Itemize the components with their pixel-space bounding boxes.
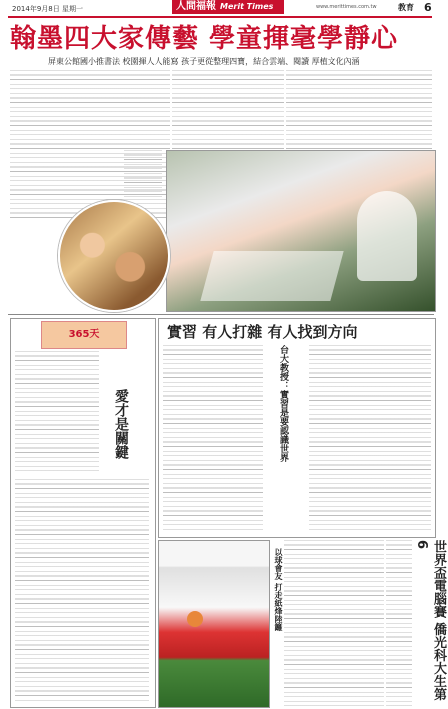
- side-story-text: [386, 540, 412, 706]
- lead-text-mid: [172, 70, 284, 150]
- lead-headline: 翰墨四大家傳藝 學童揮毫學靜心: [10, 24, 399, 54]
- basketball: [187, 611, 203, 627]
- column-title: 愛才是關鍵: [113, 389, 129, 459]
- sports-photo: [158, 540, 270, 708]
- feature-subhead: 台大教授：實習是要認識世界: [278, 345, 288, 462]
- feature-box: [158, 318, 436, 538]
- lead-photo-classroom: [166, 150, 436, 312]
- photo-detail-desk: [200, 251, 343, 301]
- feature-text-left: [163, 345, 263, 533]
- column-box: [10, 318, 156, 708]
- column-badge: 365天: [41, 321, 127, 349]
- lead-subhead: 屏東公館國小推書法 校園揮人人能寫 孩子更從整理四寶，結合雲端、閱讀 厚植文化內涵: [48, 57, 360, 66]
- column-text-1: [15, 351, 99, 471]
- circle-photo-calligraphy: [58, 200, 170, 312]
- column-text-2: [15, 479, 149, 701]
- masthead-cn: 人間福報: [176, 1, 216, 12]
- masthead: [172, 0, 284, 14]
- section-divider: [8, 314, 434, 315]
- side-story-title: 世界盃電腦賽 僑光科大生第6: [414, 540, 446, 701]
- photo-caption: [124, 150, 162, 198]
- website: www.merittimes.com.tw: [316, 4, 377, 10]
- section-name: 教育: [398, 3, 414, 12]
- sports-text: [284, 540, 384, 706]
- feature-headline: 實習 有人打雜 有人找到方向: [167, 323, 358, 341]
- photo-detail-student: [357, 191, 417, 281]
- masthead-en: Merit Times: [220, 2, 274, 11]
- page-number: 6: [424, 1, 432, 14]
- sports-caption-title: 以球會友 打走紙烽陸籬: [274, 548, 283, 631]
- feature-text-right: [309, 345, 431, 533]
- issue-date: 2014年9月8日 星期一: [12, 5, 83, 13]
